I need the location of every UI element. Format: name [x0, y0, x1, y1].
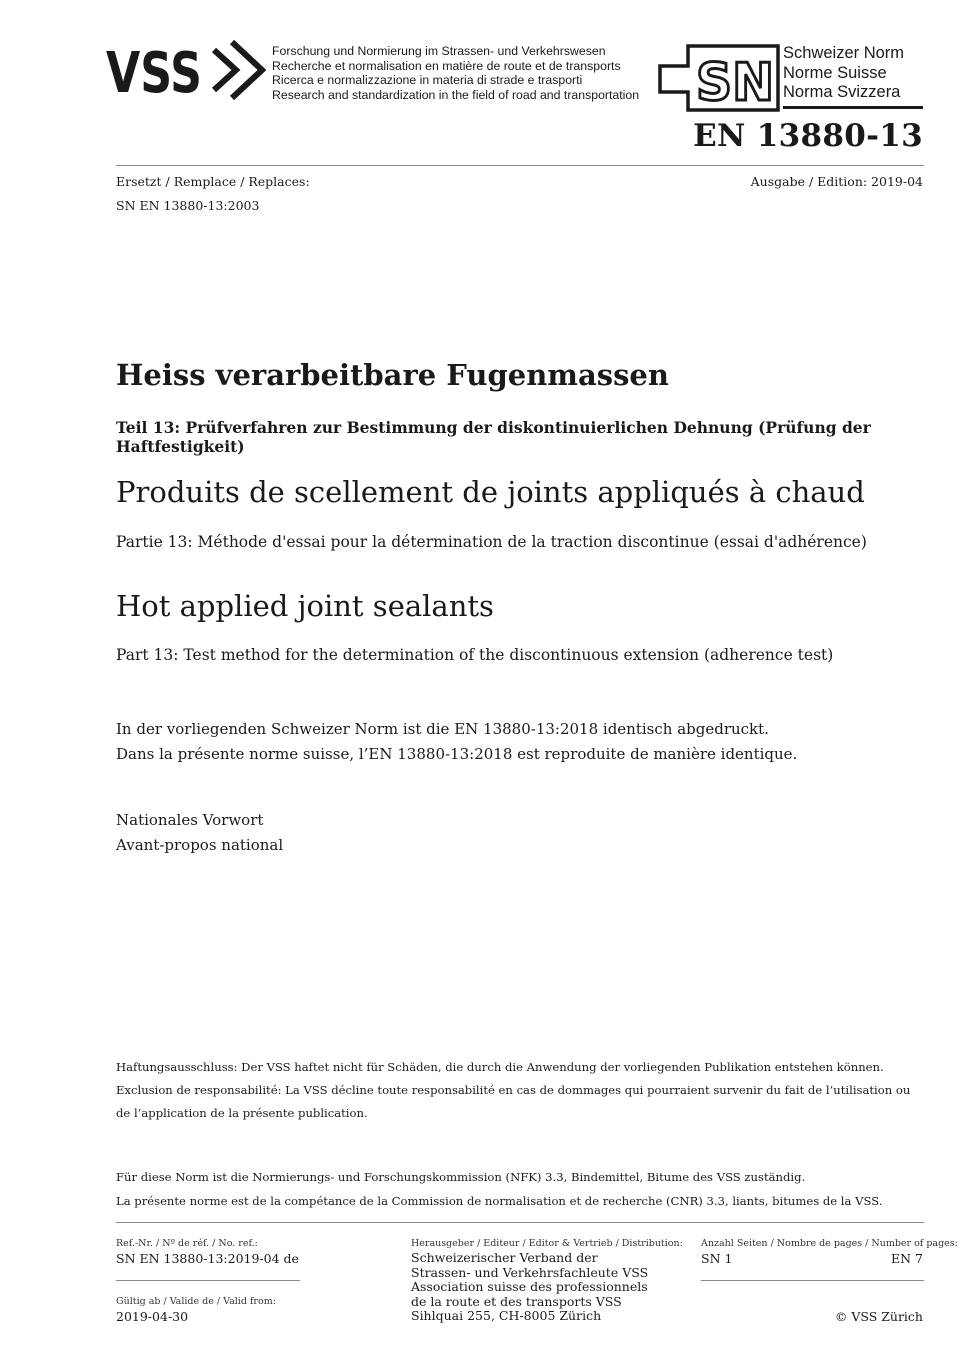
- vss-tagline-de: Forschung und Normierung im Strassen- und Verkehrswesen: [272, 44, 606, 58]
- publisher-line: de la route et des transports VSS: [411, 1293, 622, 1309]
- title-de: Heiss verarbeitbare Fugenmassen: [116, 358, 669, 392]
- vss-logo-text: VSS: [106, 41, 202, 100]
- publisher-line: Schweizerischer Verband der: [411, 1250, 598, 1265]
- committee-fr: La présente norme est de la compétance de la Commission de normalisation et de recherche (CNR) 3.3, liants, bitumes de la VSS.: [116, 1194, 883, 1208]
- ref-divider: [116, 1280, 300, 1281]
- title-fr: Produits de scellement de joints appliqués à chaud: [116, 475, 865, 509]
- disclaimer-fr-line-1: Exclusion de responsabilité: La VSS décline toute responsabilité en cas de dommages qui pourraient survenir du fait de l’utilisation ou: [116, 1083, 911, 1097]
- committee-de: Für diese Norm ist die Normierungs- und Forschungskommission (NFK) 3.3, Bindemittel, Bitume des VSS zuständig.: [116, 1170, 806, 1184]
- foreword-fr: Avant-propos national: [116, 836, 284, 854]
- vss-tagline-it: Ricerca e normalizzazione in materia di strade e trasporti: [272, 73, 583, 87]
- sn-name-it: Norma Svizzera: [783, 83, 901, 101]
- sn-names: [783, 44, 904, 103]
- sn-underline: [783, 106, 923, 109]
- vss-tagline-en: Research and standardization in the field of road and transportation: [272, 87, 640, 102]
- publisher-address: [411, 1251, 648, 1324]
- sn-name-fr: Norme Suisse: [783, 63, 887, 82]
- footer-divider: [116, 1222, 924, 1223]
- identical-note-fr: Dans la présente norme suisse, l’EN 13880-13:2018 est reproduite de manière identique.: [116, 745, 798, 763]
- vss-tagline: [272, 44, 639, 102]
- sn-name-de: Schweizer Norm: [783, 44, 905, 62]
- ref-label: Ref.-Nr. / Nº de réf. / No. ref.:: [116, 1238, 258, 1249]
- valid-label: Gültig ab / Valide de / Valid from:: [116, 1296, 276, 1307]
- publisher-line: Strassen- und Verkehrsfachleute VSS: [411, 1264, 649, 1280]
- publisher-line: Association suisse des professionnels: [411, 1279, 648, 1295]
- publisher-line: Sihlquai 255, CH-8005 Zürich: [411, 1308, 602, 1324]
- subtitle-en: Part 13: Test method for the determination of the discontinuous extension (adherence test): [116, 646, 834, 664]
- valid-value: 2019-04-30: [116, 1309, 189, 1324]
- standard-number: EN 13880-13: [693, 118, 923, 154]
- ref-value: SN EN 13880-13:2019-04 de: [116, 1251, 299, 1266]
- disclaimer-de: Haftungsausschluss: Der VSS haftet nicht für Schäden, die durch die Anwendung der vorliegenden Publikation entstehen können.: [116, 1060, 884, 1074]
- disclaimer-fr-line-2: de l’application de la présente publication.: [116, 1106, 368, 1120]
- foreword-de: Nationales Vorwort: [116, 811, 264, 829]
- subtitle-de: Teil 13: Prüfverfahren zur Bestimmung der diskontinuierlichen Dehnung (Prüfung der Haftfestigkeit): [116, 418, 871, 456]
- replaces-label: Ersetzt / Remplace / Replaces:: [116, 174, 310, 189]
- vss-tagline-fr: Recherche et normalisation en matière de route et de transports: [272, 58, 621, 73]
- pages-label: Anzahl Seiten / Nombre de pages / Number of pages:: [701, 1238, 958, 1249]
- header-divider: [116, 165, 924, 166]
- copyright: © VSS Zürich: [834, 1309, 923, 1324]
- replaces-value: SN EN 13880-13:2003: [116, 198, 260, 213]
- publisher-label: Herausgeber / Editeur / Editor & Vertrieb / Distribution:: [411, 1238, 683, 1249]
- pages-sn: SN 1: [701, 1251, 733, 1266]
- edition: Ausgabe / Edition: 2019-04: [750, 174, 923, 189]
- vss-logo: [106, 40, 266, 100]
- pages-divider: [701, 1280, 924, 1281]
- title-en: Hot applied joint sealants: [116, 589, 494, 623]
- sn-logo-text: SN: [696, 53, 774, 112]
- identical-note-de: In der vorliegenden Schweizer Norm ist die EN 13880-13:2018 identisch abgedruckt.: [116, 720, 769, 738]
- sn-logo: [656, 44, 780, 112]
- subtitle-fr: Partie 13: Méthode d'essai pour la détermination de la traction discontinue (essai d'adhérence): [116, 533, 867, 551]
- pages-en: EN 7: [891, 1251, 923, 1266]
